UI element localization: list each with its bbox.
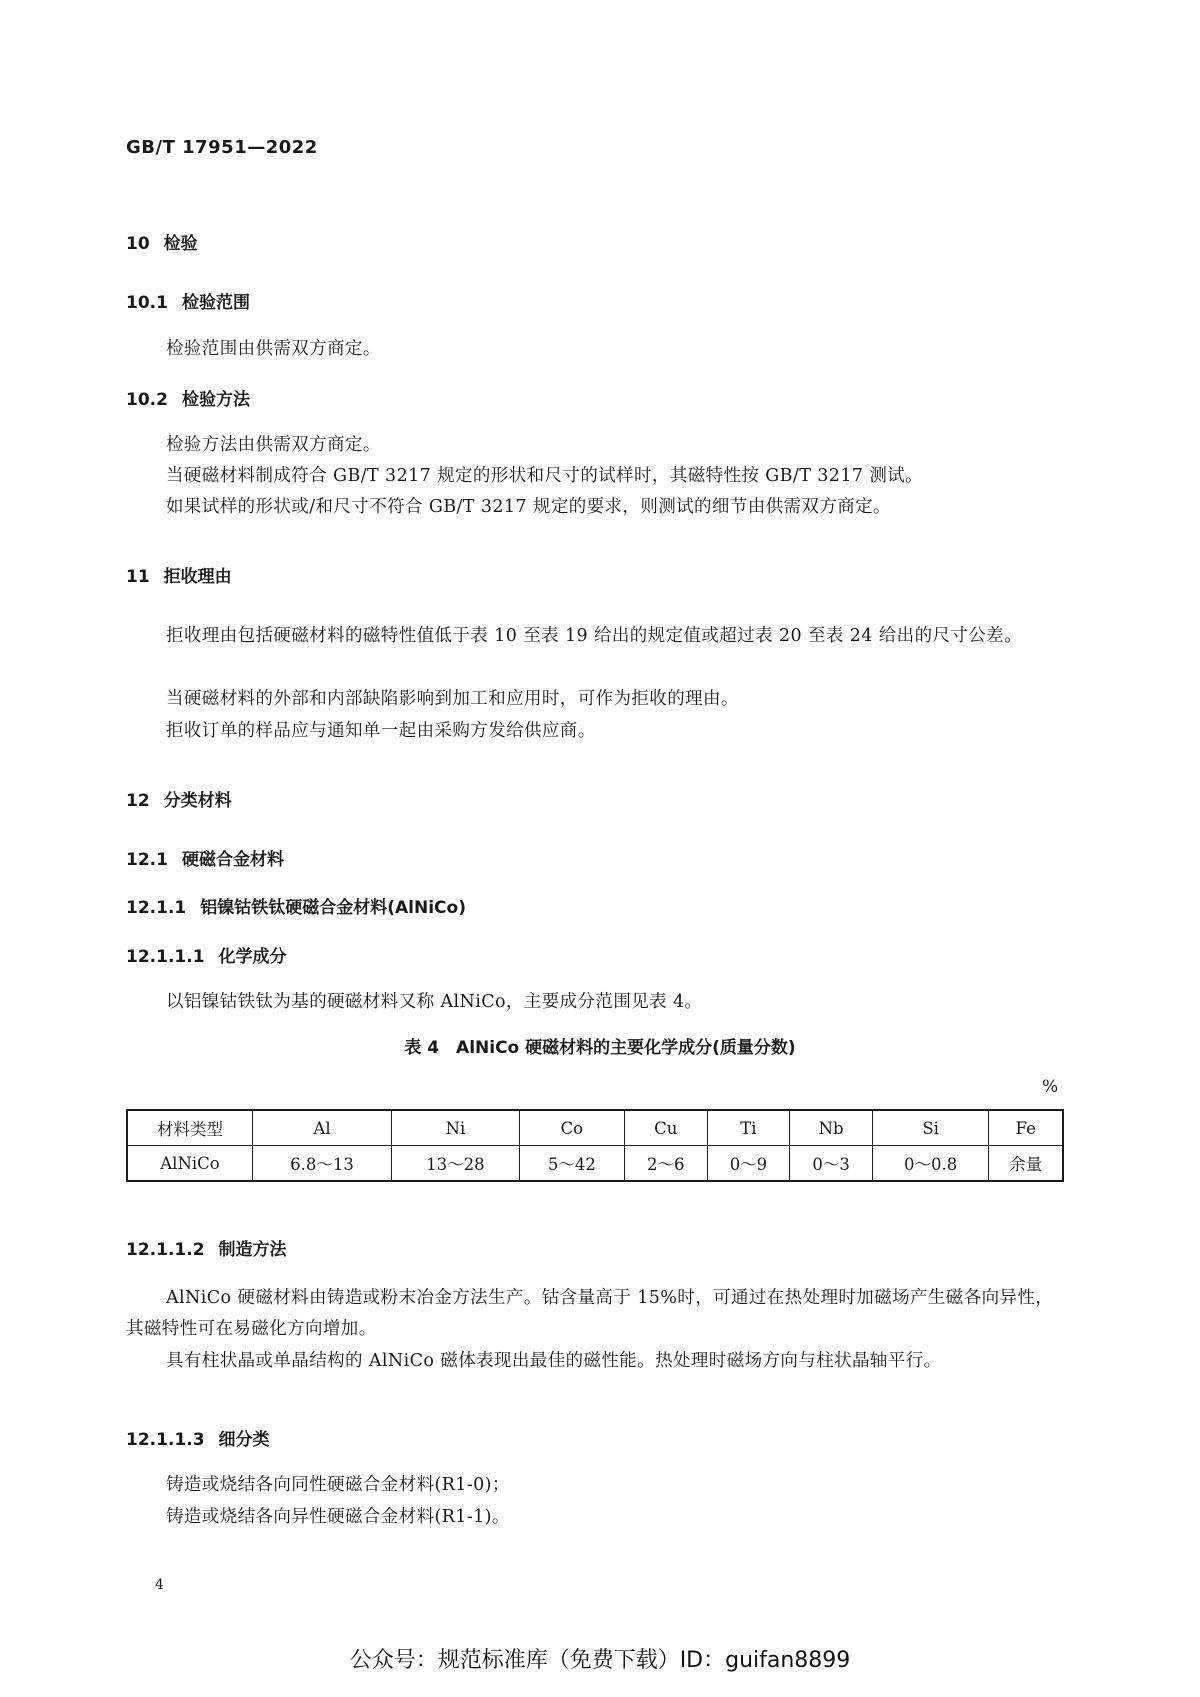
paragraph: 铸造或烧结各向同性硬磁合金材料(R1-0)； [166,1475,510,1495]
table-cell: 0～3 [790,1146,873,1182]
heading-12-1-1-3 [126,1425,270,1450]
heading-10-2 [126,385,250,410]
heading-number: 12.1.1.3 [126,1430,205,1450]
table-header-cell: Al [253,1110,392,1146]
table-header-cell: Ni [392,1110,520,1146]
paragraph: 如果试样的形状或/和尺寸不符合 GB/T 3217 规定的要求，则测试的细节由供需双方商定。 [166,497,891,517]
table-header-cell: Fe [989,1110,1063,1146]
watermark-text: 公众号：规范标准库（免费下载）ID：guifan8899 [349,1648,851,1673]
paragraph: 当硬磁材料的外部和内部缺陷影响到加工和应用时，可作为拒收的理由。 [166,689,739,709]
heading-number: 12.1.1.2 [126,1240,205,1260]
heading-10 [126,229,198,254]
heading-title: 分类材料 [163,791,232,811]
paragraph: AlNiCo 硬磁材料由铸造或粉末冶金方法生产。钴含量高于 15%时，可通过在热处理时加磁场产生磁各向异性，其磁特性可在易磁化方向增加。 [126,1288,1054,1339]
document-code: GB/T 17951—2022 [126,137,318,158]
table-row [127,1146,1063,1182]
heading-number: 11 [126,567,150,587]
table-header-cell: Co [519,1110,624,1146]
table-cell: 5～42 [519,1146,624,1182]
heading-12-1-1-2 [126,1235,287,1260]
table-cell: AlNiCo [127,1146,253,1182]
paragraph: 检验范围由供需双方商定。 [166,339,381,359]
table-header-cell: 材料类型 [127,1110,253,1146]
heading-number: 10.1 [126,293,168,313]
heading-11 [126,562,232,587]
table-header-cell: Nb [790,1110,873,1146]
heading-number: 12.1 [126,850,168,870]
heading-title: 检验范围 [181,293,250,313]
heading-number: 12.1.1 [126,898,187,918]
heading-title: 检验方法 [181,390,250,410]
composition-table [126,1109,1064,1182]
paragraph: 检验方法由供需双方商定。 [166,435,381,455]
page-number: 4 [155,1577,164,1593]
heading-12-1-1 [126,893,466,918]
heading-12 [126,786,232,811]
paragraph: 以铝镍钴铁钛为基的硬磁材料又称 AlNiCo，主要成分范围见表 4。 [166,992,703,1012]
table-cell: 2～6 [624,1146,707,1182]
table-header-row [127,1110,1063,1146]
heading-number: 10 [126,234,150,254]
paragraph: 拒收订单的样品应与通知单一起由采购方发给供应商。 [166,721,596,741]
heading-12-1 [126,845,284,870]
heading-number: 12.1.1.1 [126,947,205,967]
paragraph: 具有柱状晶或单晶结构的 AlNiCo 磁体表现出最佳的磁性能。热处理时磁场方向与柱状晶轴平行。 [166,1351,942,1371]
paragraph: 拒收理由包括硬磁材料的磁特性值低于表 10 至表 19 给出的规定值或超过表 20 至表 24 给出的尺寸公差。 [166,626,1022,646]
table-header-cell: Cu [624,1110,707,1146]
paragraph: 当硬磁材料制成符合 GB/T 3217 规定的形状和尺寸的试样时，其磁特性按 GB/T 3217 测试。 [166,466,924,486]
table-caption: 表 4 AlNiCo 硬磁材料的主要化学成分(质量分数) [404,1038,796,1058]
table-cell: 余量 [989,1146,1063,1182]
heading-title: 拒收理由 [163,567,232,587]
paragraph: 铸造或烧结各向异性硬磁合金材料(R1-1)。 [166,1507,510,1527]
table-cell: 0～0.8 [872,1146,988,1182]
table-cell: 6.8～13 [253,1146,392,1182]
heading-title: 铝镍钴铁钛硬磁合金材料(AlNiCo) [200,898,466,918]
table-header-cell: Ti [707,1110,790,1146]
table-unit: % [1042,1077,1059,1097]
heading-number: 10.2 [126,390,168,410]
heading-title: 制造方法 [218,1240,287,1260]
heading-10-1 [126,288,250,313]
heading-title: 细分类 [218,1430,270,1450]
table-header-cell: Si [872,1110,988,1146]
table-cell: 0～9 [707,1146,790,1182]
heading-title: 化学成分 [218,947,287,967]
heading-title: 检验 [163,234,198,254]
heading-12-1-1-1 [126,942,287,967]
table-cell: 13～28 [392,1146,520,1182]
heading-title: 硬磁合金材料 [181,850,284,870]
heading-number: 12 [126,791,150,811]
